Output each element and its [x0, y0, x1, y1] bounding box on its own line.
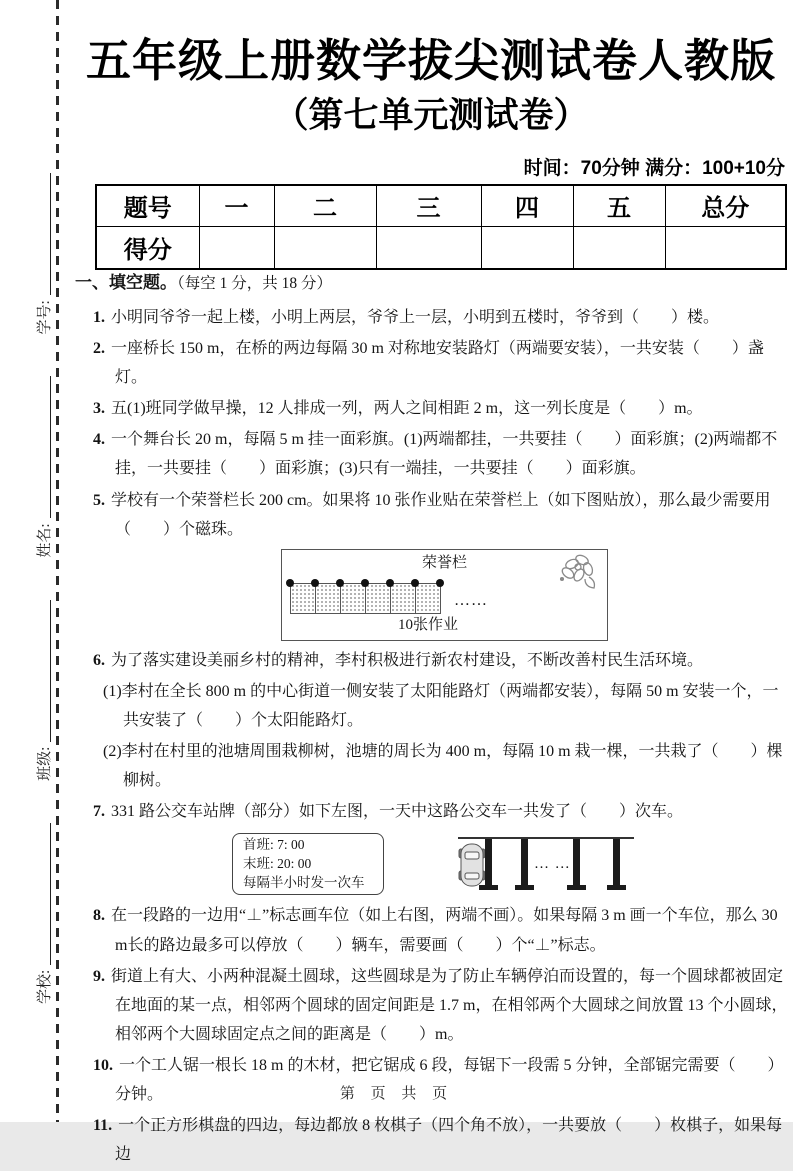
question-6-text: 为了落实建设美丽乡村的精神，李村积极进行新农村建设，不断改善村民生活环境。 — [111, 651, 704, 669]
col-section-2: 二 — [274, 185, 376, 226]
homework-sheets — [290, 583, 440, 614]
magnet-dot — [336, 579, 344, 587]
score-cell-2 — [274, 226, 376, 269]
homework-sheet — [290, 583, 316, 614]
score-cell-3 — [376, 226, 481, 269]
score-cell-total — [665, 226, 786, 269]
homework-sheet — [390, 583, 416, 614]
parking-marker-icon — [573, 839, 580, 885]
col-section-3: 三 — [376, 185, 481, 226]
score-cell-5 — [573, 226, 665, 269]
question-4-number: 4. — [93, 431, 105, 449]
question-3-number: 3. — [93, 400, 105, 418]
page-footer: 第 页 共 页 — [339, 1086, 454, 1102]
question-4-text: 一个舞台长 20 m，每隔 5 m 挂一面彩旗。(1)两端都挂，一共要挂（ ）面彩旗；(2)两端都不挂，一共要挂（ ）面彩旗；(3)只有一端挂，一共要挂（ ）面彩旗。 — [111, 431, 778, 478]
student-id-label: 学号: — [37, 300, 53, 335]
question-3 — [75, 394, 789, 423]
question-4 — [75, 425, 789, 483]
name-fill-line — [47, 376, 51, 518]
magnet-dot — [361, 579, 369, 587]
question-6 — [75, 646, 789, 675]
bus-interval: 每隔半小时发一次车 — [243, 874, 365, 890]
honor-board-figure — [281, 549, 608, 641]
student-id-fill-line — [47, 173, 51, 295]
name-field — [33, 376, 54, 557]
parking-spaces-figure — [458, 837, 634, 893]
student-id-field — [33, 173, 54, 334]
flower-icon — [555, 553, 601, 601]
question-7-number: 7. — [93, 803, 105, 821]
score-table-score-row — [96, 226, 786, 269]
sheets-ellipsis: …… — [454, 591, 488, 609]
parking-marker-icon — [613, 839, 620, 885]
section-1-heading-title: 一、填空题。 — [75, 273, 177, 292]
question-7 — [75, 797, 789, 826]
question-1 — [75, 303, 789, 332]
question-3-text: 五(1)班同学做早操，12 人排成一列，两人之间相距 2 m，这一列长度是（ ）m。 — [111, 400, 703, 418]
seal-dashed-line — [56, 0, 59, 1122]
score-label: 得分 — [96, 226, 199, 269]
question-9-text: 街道上有大、小两种混凝土圆球，这些圆球是为了防止车辆停泊而设置的，每一个圆球都被固定在地面的某一点，相邻两个圆球的固定间距是 1.7 m，在相邻两个大圆球之间放置 13 个小圆球，相邻两个大圆球固定点之间的距离是（ ）m。 — [111, 967, 788, 1043]
class-fill-line — [47, 600, 51, 742]
bus-stop-sign-figure — [232, 833, 384, 895]
exam-time-score-info: 时间：70分钟 满分：100+10分 — [523, 158, 785, 179]
section-1-heading-note: （每空 1 分，共 18 分） — [177, 275, 333, 292]
col-section-5: 五 — [573, 185, 665, 226]
question-11-text: 一个正方形棋盘的四边，每边都放 8 枚棋子（四个角不放），一共要放（ ）枚棋子，如果每边 — [115, 1117, 783, 1164]
col-section-4: 四 — [481, 185, 573, 226]
magnet-dot — [411, 579, 419, 587]
honor-board-caption: 10张作业 — [398, 616, 459, 633]
homework-sheet — [365, 583, 391, 614]
bus-first-departure: 首班: 7: 00 — [243, 837, 305, 853]
question-5-text: 学校有一个荣誉栏长 200 cm。如果将 10 张作业贴在荣誉栏上（如下图贴放），那么最少需要用（ ）个磁珠。 — [111, 491, 771, 538]
question-2-text: 一座桥长 150 m，在桥的两边每隔 30 m 对称地安装路灯（两端要安装），一共安装（ ）盏灯。 — [111, 340, 764, 387]
question-9-number: 9. — [93, 967, 105, 985]
questions-area — [75, 268, 789, 1171]
question-9 — [75, 962, 789, 1049]
question-1-text: 小明同爷爷一起上楼，小明上两层，爷爷上一层，小明到五楼时，爷爷到（ ）楼。 — [111, 308, 720, 326]
class-field — [33, 600, 54, 781]
homework-sheet — [415, 583, 441, 614]
magnet-dot — [286, 579, 294, 587]
question-number-label: 题号 — [96, 185, 199, 226]
col-total: 总分 — [665, 185, 786, 226]
magnet-dot — [311, 579, 319, 587]
student-info-sidebar — [6, 0, 54, 1122]
school-label: 学校: — [37, 969, 53, 1004]
question-11 — [75, 1111, 789, 1169]
magnet-dot — [386, 579, 394, 587]
question-6-part-2: (2)李村在村里的池塘周围栽柳树，池塘的周长为 400 m，每隔 10 m 栽一棵，一共栽了（ ）棵柳树。 — [103, 743, 783, 790]
score-cell-4 — [481, 226, 573, 269]
question-8 — [75, 901, 789, 959]
col-section-1: 一 — [199, 185, 274, 226]
question-8-text: 在一段路的一边用“⊥”标志画车位（如上右图，两端不画）。如果每隔 3 m 画一个车位，那么 30 m长的路边最多可以停放（ ）辆车，需要画（ ）个“⊥”标志。 — [111, 907, 778, 954]
parking-ellipsis: … … — [534, 856, 571, 873]
magnet-dot — [436, 579, 444, 587]
question-7-figures — [75, 829, 789, 897]
question-8-number: 8. — [93, 907, 105, 925]
question-11-number: 11. — [93, 1117, 113, 1135]
question-6-number: 6. — [93, 651, 105, 669]
homework-sheet — [340, 583, 366, 614]
question-5-number: 5. — [93, 491, 105, 509]
paper-title: 五年级上册数学拔尖测试卷人教版 — [85, 35, 776, 86]
school-field — [33, 823, 54, 1004]
class-label: 班级: — [37, 746, 53, 781]
question-10-number: 10. — [93, 1057, 113, 1075]
question-6-part-1: (1)李村在全长 800 m 的中心街道一侧安装了太阳能路灯（两端都安装），每隔 50 m 安装一个，一共安装了（ ）个太阳能路灯。 — [103, 682, 779, 730]
parking-marker-icon — [521, 839, 528, 885]
score-cell-1 — [199, 226, 274, 269]
question-1-number: 1. — [93, 308, 105, 326]
score-table — [95, 184, 787, 270]
score-table-header-row — [96, 185, 786, 226]
section-1-heading — [75, 268, 789, 299]
parking-marker-icon — [485, 839, 492, 885]
question-2 — [75, 334, 789, 392]
paper-subtitle: （第七单元测试卷） — [273, 96, 589, 135]
question-10-text: 一个工人锯一根长 18 m 的木材，把它锯成 6 段，每锯下一段需 5 分钟，全部锯完需要（ ）分钟。 — [115, 1057, 784, 1104]
name-label: 姓名: — [37, 523, 53, 558]
homework-sheet — [315, 583, 341, 614]
school-fill-line — [47, 823, 51, 965]
honor-board-title: 荣誉栏 — [421, 554, 467, 571]
bus-last-departure: 末班: 20: 00 — [243, 856, 312, 872]
question-5 — [75, 486, 789, 544]
question-2-number: 2. — [93, 340, 105, 358]
question-7-text: 331 路公交车站牌（部分）如下左图，一天中这路公交车一共发了（ ）次车。 — [111, 803, 684, 821]
